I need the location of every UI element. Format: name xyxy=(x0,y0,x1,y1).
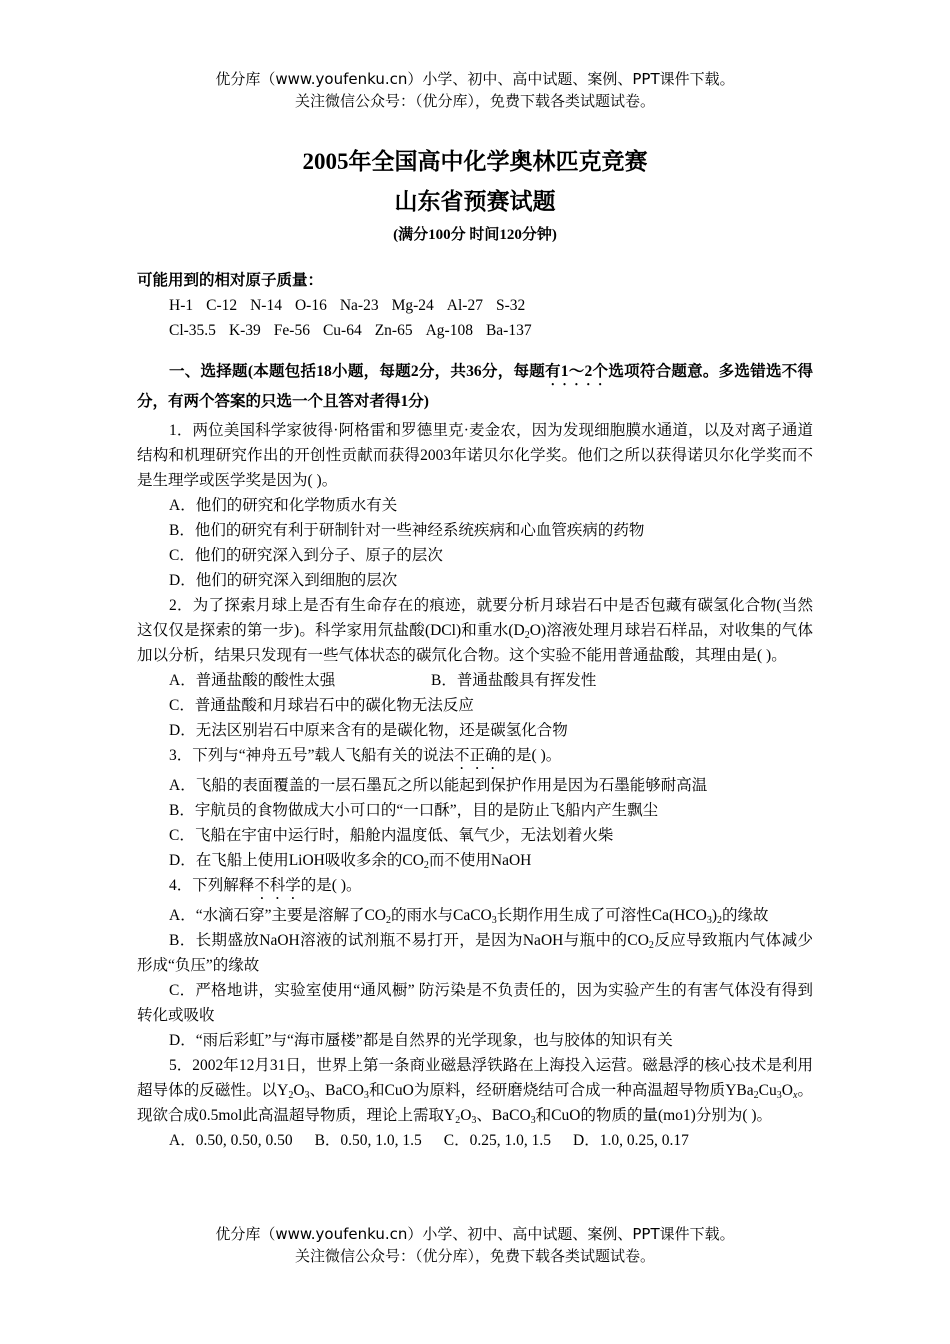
subscript: 2 xyxy=(455,1115,461,1126)
q5-text: O xyxy=(781,1082,793,1099)
q5-text: 和CuO为原料，经研磨烧结可合成一种高温超导物质YBa xyxy=(368,1082,754,1099)
q5-text: 5．2002年12月31日，世界上第一条商业磁悬浮铁路在上海投入运营。磁悬浮的核心技术是利用超导体的反磁性。以Y xyxy=(137,1057,813,1099)
q3-text: 3．下列与“神舟五号”载人飞船有关的说法 xyxy=(169,747,455,764)
q4a-text: ) xyxy=(711,907,718,924)
question-1-option-d: D．他们的研究深入到细胞的层次 xyxy=(169,572,398,589)
q4a-text: 长期作用生成了可溶性Ca(HCO xyxy=(496,907,707,924)
q4-emphasis: 不科学 xyxy=(254,877,301,894)
banner-line-1: 优分库（www.youfenku.cn）小学、初中、高中试题、案例、PPT课件下载。 xyxy=(215,70,735,88)
question-4-stem xyxy=(137,873,813,903)
q5-text: O xyxy=(460,1107,472,1124)
exam-title: 2005年全国高中化学奥林匹克竞赛 xyxy=(302,149,648,174)
q5-text: 、BaCO xyxy=(476,1107,531,1124)
atomic-mass-row-2 xyxy=(169,318,813,343)
question-3-option-a: A．飞船的表面覆盖的一层石墨瓦之所以能起到保护作用是因为石墨能够耐高温 xyxy=(169,777,708,794)
question-5-option-c: C．0.25, 1.0, 1.5 xyxy=(443,1132,552,1149)
subscript: 3 xyxy=(530,1115,536,1126)
banner-line-2: 关注微信公众号：（优分库），免费下载各类试题试卷。 xyxy=(294,1247,655,1265)
question-5-option-a: A．0.50, 0.50, 0.50 xyxy=(169,1132,293,1149)
q5-text: 、BaCO xyxy=(309,1082,364,1099)
question-2-stem xyxy=(137,593,813,668)
bottom-banner xyxy=(0,1223,950,1267)
subscript: 2 xyxy=(524,630,530,641)
question-2-option-d: D．无法区别岩石中原来含有的是碳化物，还是碳氢化合物 xyxy=(169,722,568,739)
question-1-stem: 1．两位美国科学家彼得·阿格雷和罗德里克·麦金农，因为发现细胞膜水通道，以及对离子通道结构和机理研究作出的开创性贡献而获得2003年诺贝尔化学奖。他们之所以获得诺贝尔化学奖而不是生理学或医学奖是因为( )。 xyxy=(137,422,813,489)
mass-item: H-1 xyxy=(169,297,194,314)
instructions-text-end: 选项符合题意。多选错选不得分，有两个答案的只选一个且答对者得1分) xyxy=(137,363,813,410)
q4-text: 4．下列解释 xyxy=(169,877,255,894)
instructions-emphasis: 有1～2个 xyxy=(545,363,609,380)
exam-subtitle-region: 山东省预赛试题 xyxy=(394,189,556,214)
question-4-option-a xyxy=(137,903,813,928)
mass-item: C-12 xyxy=(206,297,238,314)
subscript: 3 xyxy=(304,1090,310,1101)
question-3-option-b: B．宇航员的食物做成大小可口的“一口酥”，目的是防止飞船内产生飘尘 xyxy=(169,802,659,819)
q4b-text: 反应导致瓶内气体减少形成“负压”的缘故 xyxy=(137,932,813,974)
mass-item: Fe-56 xyxy=(273,322,310,339)
subscript: 3 xyxy=(491,915,497,926)
atomic-mass-row-1 xyxy=(169,293,813,318)
mass-item: S-32 xyxy=(495,297,526,314)
section-instructions xyxy=(137,359,813,414)
exam-score-time: (满分100分 时间120分钟) xyxy=(393,227,557,243)
question-1-option-a: A．他们的研究和化学物质水有关 xyxy=(169,497,398,514)
q2-text-end: O)溶液处理月球岩石样品，对收集的气体加以分析，结果只发现有一些气体状态的碳氘化合物。这个实验不能用普通盐酸，其理由是( )。 xyxy=(137,622,814,664)
subscript: 2 xyxy=(717,915,723,926)
q4-text-end: 的是( )。 xyxy=(300,877,362,894)
question-5-option-d: D．1.0, 0.25, 0.17 xyxy=(573,1132,689,1149)
mass-item: Cu-64 xyxy=(322,322,362,339)
question-1-option-c: C．他们的研究深入到分子、原子的层次 xyxy=(169,547,443,564)
question-4-option-d: D．“雨后彩虹”与“海市蜃楼”都是自然界的光学现象，也与胶体的知识有关 xyxy=(169,1032,673,1049)
banner-line-2: 关注微信公众号：（优分库），免费下载各类试题试卷。 xyxy=(294,92,655,110)
question-4-option-c: C．严格地讲，实验室使用“通风橱” 防污染是不负责任的，因为实验产生的有害气体没有得到转化或吸收 xyxy=(137,982,813,1024)
question-2-option-a: A．普通盐酸的酸性太强 xyxy=(169,672,336,689)
mass-item: N-14 xyxy=(250,297,282,314)
mass-item: K-39 xyxy=(228,322,261,339)
subscript: 2 xyxy=(648,940,654,951)
question-3-option-c: C．飞船在宇宙中运行时，船舱内温度低、氧气少，无法划着火柴 xyxy=(169,827,614,844)
q4a-text: 的缘故 xyxy=(722,907,769,924)
subscript: 3 xyxy=(706,915,712,926)
subscript: 2 xyxy=(288,1090,294,1101)
subscript: 2 xyxy=(753,1090,759,1101)
q3-emphasis: 不正确 xyxy=(454,747,501,764)
question-2-options-ab xyxy=(137,668,813,693)
question-2-option-b: B．普通盐酸具有挥发性 xyxy=(431,672,597,689)
subscript: 2 xyxy=(386,915,391,926)
question-1-option-b: B．他们的研究有利于研制针对一些神经系统疾病和心血管疾病的药物 xyxy=(169,522,645,539)
q5-text: Cu xyxy=(758,1082,777,1099)
q3d-text-end: 而不使用NaOH xyxy=(428,852,532,869)
q4a-text: A．“水滴石穿”主要是溶解了CO xyxy=(169,907,386,924)
question-3-option-d xyxy=(137,848,813,873)
q4b-text: B．长期盛放NaOH溶液的试剂瓶不易打开，是因为NaOH与瓶中的CO xyxy=(169,932,649,949)
q5-text: 。现欲合成0.5mol此高温超导物质，理论上需取Y xyxy=(137,1082,813,1124)
q5-text: 和CuO的物质的量(mo1)分别为( )。 xyxy=(535,1107,773,1124)
question-2-option-c: C．普通盐酸和月球岩石中的碳化物无法反应 xyxy=(169,697,474,714)
question-5-stem xyxy=(137,1053,813,1128)
mass-item: Na-23 xyxy=(339,297,379,314)
q2-text: 2．为了探索月球上是否有生命存在的痕迹，就要分析月球岩石中是否包藏有碳氢化合物(当然这仅仅是探索的第一步)。科学家用氘盐酸(DCl)和重水(D xyxy=(137,597,813,639)
exam-content xyxy=(137,142,813,1153)
question-5-options xyxy=(137,1128,813,1153)
question-4-option-b xyxy=(137,928,813,978)
q3-text-end: 的是( )。 xyxy=(500,747,562,764)
question-3-stem xyxy=(137,743,813,773)
atomic-mass-label: 可能用到的相对原子质量： xyxy=(137,272,324,289)
subscript: 3 xyxy=(363,1090,369,1101)
banner-line-1: 优分库（www.youfenku.cn）小学、初中、高中试题、案例、PPT课件下载。 xyxy=(215,1225,735,1243)
mass-item: Ag-108 xyxy=(425,322,473,339)
mass-item: Mg-24 xyxy=(391,297,434,314)
question-5-option-b: B．0.50, 1.0, 1.5 xyxy=(314,1132,422,1149)
q3d-text: D．在飞船上使用LiOH吸收多余的CO xyxy=(169,852,424,869)
subscript: 3 xyxy=(471,1115,477,1126)
mass-item: Cl-35.5 xyxy=(169,322,216,339)
q5-text: O xyxy=(293,1082,305,1099)
subscript: 2 xyxy=(423,860,429,871)
top-banner xyxy=(0,68,950,112)
instructions-text: 一、选择题(本题包括18小题，每题2分，共36分，每题 xyxy=(169,363,545,380)
q4a-text: 的雨水与CaCO xyxy=(391,907,492,924)
mass-item: O-16 xyxy=(294,297,327,314)
subscript: x xyxy=(792,1090,798,1101)
mass-item: Zn-65 xyxy=(374,322,413,339)
mass-item: Ba-137 xyxy=(485,322,532,339)
subscript: 3 xyxy=(776,1090,782,1101)
mass-item: Al-27 xyxy=(446,297,483,314)
